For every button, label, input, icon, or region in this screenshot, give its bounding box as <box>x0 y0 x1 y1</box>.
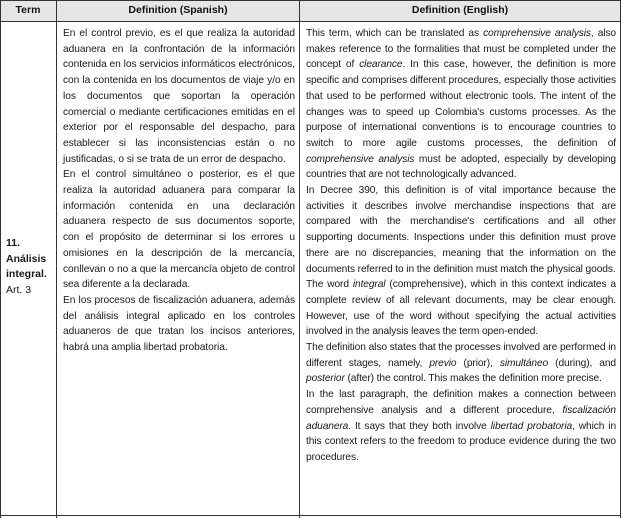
term-number: 11. <box>6 237 21 249</box>
english-definition-cell <box>306 26 616 466</box>
table-left-border <box>0 0 1 518</box>
term-name-line2: integral. <box>6 268 47 281</box>
english-paragraph-4: The definition also states that the processes involved are performed in different stages, namely, previo (prior), simultáneo (during), and posterior (after) the control. This makes the definition more precise. <box>306 342 616 385</box>
header-definition-english: Definition (English) <box>411 4 509 16</box>
header-divider <box>0 21 621 22</box>
english-paragraph-3: The word integral (comprehensive), which in this context indicates a complete review of all relevant documents, may be clear enough. However, use of the word without specifying the actual activities involved in the analysis leaves the term open-ended. <box>306 279 616 338</box>
spanish-paragraph-1: En el control previo, es el que realiza la autoridad aduanera en la confrontación de la información contenida en los servicios informáticos electrónicos, con la contenida en los documentos de viaje y/o en los documentos que soportan la operación comercial o mediante certificaciones emitidas en el exterior por el responsable del despacho, para establecer si las inconsistencias están o no justificadas, o si se trata de un error de despacho. <box>63 28 295 165</box>
english-paragraph-1: This term, which can be translated as comprehensive analysis, also makes reference to the formalities that must be completed under the concept of clearance. In this case, however, the definition is more specific and comprises different procedures, especially those activities that used to be performed without electronic tools. The intent of the changes was to speed up Colombia's customs processes. As the purpose of international conventions is to encourage countries to switch to more agile customs processes, the definition of comprehensive analysis must be adopted, especially by developing countries that are not technologically advanced. <box>306 28 616 181</box>
spanish-paragraph-2: En el control simultáneo o posterior, es el que realiza la autoridad aduanera para comparar la información contenida en una declaración aduanera respecto de sus documentos soporte, con el propósito de determinar si los errores u omisiones en la descripción de la mercancía, conllevan o no a que la mercancía objeto de control sea diferente a la declarada. <box>63 169 295 291</box>
spanish-paragraph-3: En los procesos de fiscalización aduanera, además del análisis integral aplicado en los controles aduaneros de que tratan los incisos anteriores, habrá una amplia libertad probatoria. <box>63 294 295 354</box>
table-bottom-border <box>0 515 621 516</box>
term-cell <box>6 236 50 299</box>
term-article: Art. 3 <box>6 284 32 297</box>
header-definition-spanish: Definition (Spanish) <box>128 4 228 16</box>
column-divider-2 <box>299 0 300 518</box>
english-paragraph-2: In Decree 390, this definition is of vital importance because the activities it describes involve merchandise inspections that are compared with the merchandise's certifications and all other supporting documents. Inspections under this definition must prove there are no discrepancies, meaning that the information on the documents referred to in the definition must match the physical goods. <box>306 185 616 275</box>
header-term: Term <box>15 4 41 16</box>
english-paragraph-5: In the last paragraph, the definition makes a connection between comprehensive analysis and a different procedure, fiscalización aduanera. It says that they both involve libertad probatoria, which in this context refers to the freedom to produce evidence during the two procedures. <box>306 389 617 463</box>
term-name-line1: Análisis <box>6 252 47 265</box>
spanish-definition-cell <box>63 26 295 356</box>
column-divider-1 <box>56 0 57 518</box>
